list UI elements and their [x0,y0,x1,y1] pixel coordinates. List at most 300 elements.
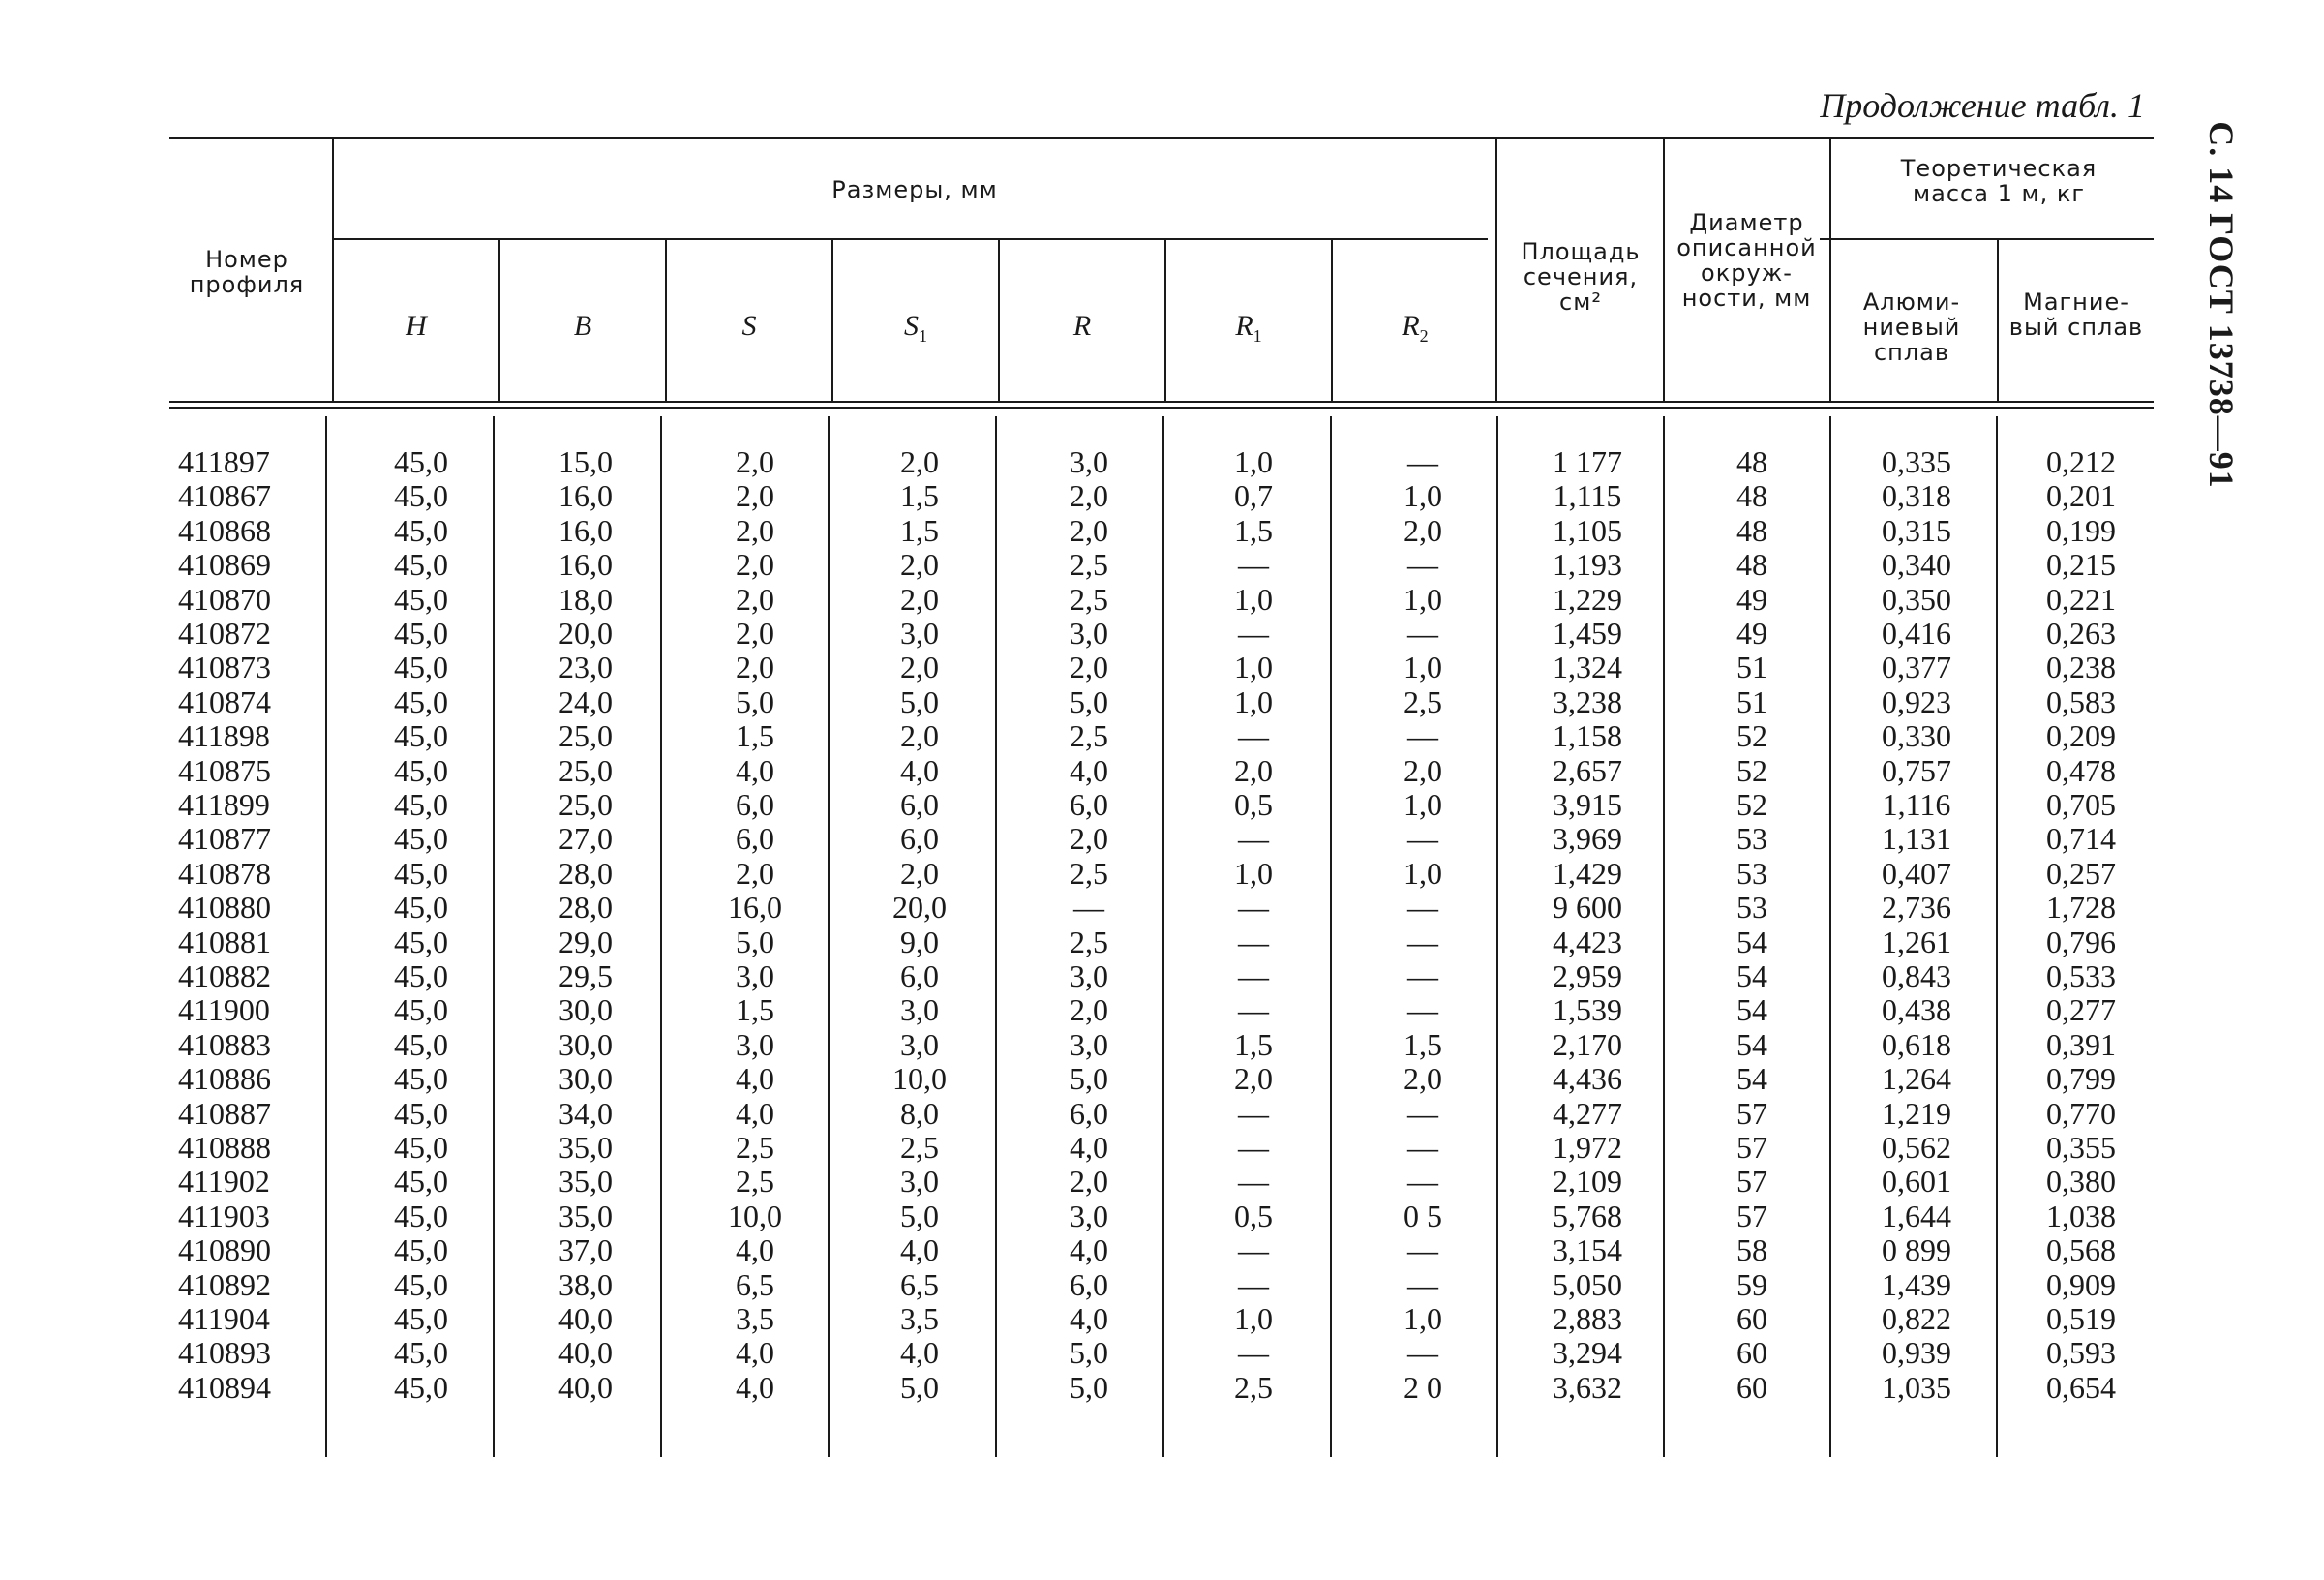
table-row [165,548,2149,583]
header-magnesium: Магние-вый сплав [2008,289,2144,341]
cell-R1: — [1238,1130,1269,1165]
table-row [165,788,2149,823]
cell-mass-aluminum: 1,131 [1882,821,1951,857]
table-row [165,445,2149,480]
cell-area: 1,972 [1553,1130,1622,1165]
cell-H: 45,0 [394,547,448,583]
cell-profile-number: 410893 [178,1335,271,1371]
cell-H: 45,0 [394,855,448,891]
cell-profile-number: 410867 [178,478,271,514]
cell-R: 3,0 [1070,444,1108,479]
cell-R2: — [1407,1095,1438,1131]
cell-B: 40,0 [558,1335,613,1371]
cell-profile-number: 411900 [178,992,270,1028]
cell-area: 1,539 [1553,992,1622,1028]
cell-area: 4,423 [1553,924,1622,959]
header-column-divider [1829,139,1831,401]
cell-H: 45,0 [394,1061,448,1097]
cell-S: 2,0 [736,855,774,891]
header-col-R1: $R_1$ [1235,310,1262,346]
cell-S: 2,5 [736,1164,774,1200]
cell-mass-magnesium: 0,568 [2046,1232,2116,1268]
cell-R1: — [1238,1266,1269,1302]
cell-mass-aluminum: 0,562 [1882,1130,1951,1165]
cell-H: 45,0 [394,684,448,719]
cell-area: 2,883 [1553,1301,1622,1336]
cell-S1: 3,0 [900,1164,939,1200]
cell-B: 30,0 [558,1026,613,1062]
table-row [165,754,2149,789]
cell-diameter: 60 [1736,1369,1767,1405]
cell-diameter: 48 [1736,512,1767,548]
cell-B: 29,0 [558,924,613,959]
cell-S: 4,0 [736,752,774,788]
cell-R1: — [1238,992,1269,1028]
header-aluminum: Алюми-ниевый сплав [1862,289,1961,366]
cell-R: 3,0 [1070,616,1108,651]
cell-area: 2,109 [1553,1164,1622,1200]
cell-S: 4,0 [736,1369,774,1405]
cell-R2: — [1407,718,1438,754]
cell-R: 6,0 [1070,1266,1108,1302]
cell-area: 1,324 [1553,650,1622,685]
cell-profile-number: 410890 [178,1232,271,1268]
header-mass-group: Теоретическая масса 1 м, кг [1900,155,2098,207]
table-row [165,1165,2149,1200]
header-col-R2: $R_2$ [1402,310,1429,346]
table-row [165,857,2149,892]
cell-diameter: 52 [1736,718,1767,754]
cell-mass-aluminum: 0,350 [1882,581,1951,617]
cell-area: 3,154 [1553,1232,1622,1268]
cell-H: 45,0 [394,787,448,822]
mass-group-rule [1820,238,2154,240]
cell-R1: 1,0 [1234,855,1273,891]
header-area: Площадь сечения, см² [1521,238,1641,316]
cell-mass-aluminum: 1,116 [1882,787,1951,822]
cell-diameter: 57 [1736,1095,1767,1131]
cell-H: 45,0 [394,890,448,926]
continuation-caption: Продолжение табл. 1 [1820,86,2145,125]
cell-H: 45,0 [394,821,448,857]
cell-R: 3,0 [1070,1026,1108,1062]
cell-S1: 4,0 [900,1232,939,1268]
cell-S1: 2,0 [900,547,939,583]
table-row [165,1233,2149,1268]
cell-S: 4,0 [736,1061,774,1097]
cell-diameter: 48 [1736,547,1767,583]
cell-profile-number: 410887 [178,1095,271,1131]
cell-B: 25,0 [558,752,613,788]
table-row [165,685,2149,720]
cell-profile-number: 410870 [178,581,271,617]
cell-R2: — [1407,1335,1438,1371]
cell-area: 3,238 [1553,684,1622,719]
header-col-B: B [573,310,592,342]
cell-R1: — [1238,958,1269,993]
cell-H: 45,0 [394,1232,448,1268]
cell-R1: — [1238,616,1269,651]
cell-S: 2,0 [736,478,774,514]
cell-mass-aluminum: 1,439 [1882,1266,1951,1302]
cell-R2: 2,0 [1403,512,1442,548]
cell-profile-number: 410882 [178,958,271,993]
cell-profile-number: 410875 [178,752,271,788]
cell-R1: — [1238,924,1269,959]
cell-mass-magnesium: 0,583 [2046,684,2116,719]
cell-S1: 6,5 [900,1266,939,1302]
cell-R: 5,0 [1070,684,1108,719]
header-col-R: R [1072,310,1092,342]
cell-B: 40,0 [558,1369,613,1405]
cell-S: 5,0 [736,924,774,959]
cell-mass-aluminum: 0,618 [1882,1026,1951,1062]
cell-diameter: 57 [1736,1164,1767,1200]
cell-area: 1,229 [1553,581,1622,617]
table-row [165,514,2149,549]
table-row [165,583,2149,618]
cell-diameter: 59 [1736,1266,1767,1302]
cell-mass-aluminum: 1,035 [1882,1369,1951,1405]
cell-R2: — [1407,890,1438,926]
cell-S1: 3,0 [900,616,939,651]
cell-area: 1,105 [1553,512,1622,548]
cell-S1: 2,5 [900,1130,939,1165]
cell-B: 15,0 [558,444,613,479]
cell-diameter: 54 [1736,1061,1767,1097]
cell-mass-aluminum: 0,601 [1882,1164,1951,1200]
cell-R2: — [1407,821,1438,857]
cell-H: 45,0 [394,924,448,959]
cell-mass-magnesium: 0,257 [2046,855,2116,891]
cell-profile-number: 410874 [178,684,271,719]
cell-R1: 1,0 [1234,650,1273,685]
cell-S1: 9,0 [900,924,939,959]
cell-H: 45,0 [394,512,448,548]
cell-R: 5,0 [1070,1369,1108,1405]
cell-R: 2,5 [1070,581,1108,617]
cell-S: 4,0 [736,1095,774,1131]
cell-area: 5,050 [1553,1266,1622,1302]
cell-B: 16,0 [558,547,613,583]
cell-area: 5,768 [1553,1198,1622,1233]
cell-H: 45,0 [394,1369,448,1405]
cell-area: 3,915 [1553,787,1622,822]
cell-S1: 8,0 [900,1095,939,1131]
cell-S1: 3,0 [900,1026,939,1062]
table-row [165,1302,2149,1337]
cell-H: 45,0 [394,958,448,993]
cell-S1: 20,0 [892,890,947,926]
cell-R2: — [1407,1130,1438,1165]
table-row [165,822,2149,857]
cell-mass-magnesium: 0,221 [2046,581,2116,617]
cell-B: 28,0 [558,855,613,891]
cell-mass-magnesium: 0,199 [2046,512,2116,548]
cell-profile-number: 410888 [178,1130,271,1165]
cell-mass-magnesium: 0,215 [2046,547,2116,583]
cell-B: 24,0 [558,684,613,719]
cell-R1: — [1238,1164,1269,1200]
cell-H: 45,0 [394,718,448,754]
cell-area: 9 600 [1553,890,1622,926]
cell-diameter: 60 [1736,1301,1767,1336]
cell-R2: 1,0 [1403,581,1442,617]
cell-R1: 2,5 [1234,1369,1273,1405]
cell-B: 37,0 [558,1232,613,1268]
cell-diameter: 49 [1736,616,1767,651]
cell-mass-aluminum: 1,644 [1882,1198,1951,1233]
dimensions-group-rule [334,238,1488,240]
cell-mass-aluminum: 0,416 [1882,616,1951,651]
cell-S1: 6,0 [900,821,939,857]
cell-mass-aluminum: 1,219 [1882,1095,1951,1131]
cell-mass-magnesium: 0,705 [2046,787,2116,822]
cell-B: 30,0 [558,992,613,1028]
cell-profile-number: 410881 [178,924,271,959]
cell-R1: 0,5 [1234,1198,1273,1233]
cell-R1: — [1238,821,1269,857]
cell-mass-aluminum: 0,923 [1882,684,1951,719]
cell-R1: 2,0 [1234,752,1273,788]
cell-B: 38,0 [558,1266,613,1302]
cell-R: 2,5 [1070,718,1108,754]
cell-mass-aluminum: 0,330 [1882,718,1951,754]
header-bottom-rule-1 [169,401,2154,403]
cell-R2: 1,0 [1403,787,1442,822]
table-row [165,1097,2149,1132]
cell-profile-number: 410886 [178,1061,271,1097]
cell-area: 1,158 [1553,718,1622,754]
cell-mass-magnesium: 0,478 [2046,752,2116,788]
cell-diameter: 53 [1736,890,1767,926]
cell-R1: — [1238,547,1269,583]
cell-S: 2,0 [736,444,774,479]
cell-area: 3,969 [1553,821,1622,857]
cell-mass-magnesium: 0,770 [2046,1095,2116,1131]
cell-H: 45,0 [394,650,448,685]
cell-mass-magnesium: 0,796 [2046,924,2116,959]
cell-profile-number: 410894 [178,1369,271,1405]
cell-S1: 4,0 [900,752,939,788]
cell-S1: 5,0 [900,1369,939,1405]
cell-diameter: 57 [1736,1198,1767,1233]
cell-mass-aluminum: 0,438 [1882,992,1951,1028]
cell-H: 45,0 [394,581,448,617]
cell-mass-magnesium: 0,238 [2046,650,2116,685]
cell-mass-magnesium: 1,038 [2046,1198,2116,1233]
cell-R1: 1,0 [1234,581,1273,617]
cell-mass-magnesium: 0,277 [2046,992,2116,1028]
cell-profile-number: 410877 [178,821,271,857]
cell-area: 1,459 [1553,616,1622,651]
cell-R1: 1,0 [1234,444,1273,479]
cell-R2: — [1407,992,1438,1028]
cell-S: 3,5 [736,1301,774,1336]
cell-diameter: 52 [1736,787,1767,822]
cell-R: 2,5 [1070,855,1108,891]
cell-S: 2,0 [736,512,774,548]
cell-mass-aluminum: 0,315 [1882,512,1951,548]
cell-R2: 0 5 [1403,1198,1442,1233]
table-row [165,993,2149,1028]
cell-R2: 2,5 [1403,684,1442,719]
cell-H: 45,0 [394,1026,448,1062]
cell-S: 6,0 [736,821,774,857]
cell-mass-magnesium: 0,714 [2046,821,2116,857]
cell-diameter: 54 [1736,958,1767,993]
cell-S1: 5,0 [900,684,939,719]
cell-R1: 0,7 [1234,478,1273,514]
table-row [165,1268,2149,1303]
cell-R: 3,0 [1070,1198,1108,1233]
table-row [165,1028,2149,1063]
cell-mass-magnesium: 1,728 [2046,890,2116,926]
cell-H: 45,0 [394,1301,448,1336]
cell-R: 2,0 [1070,478,1108,514]
cell-R: 2,0 [1070,992,1108,1028]
cell-R2: 1,0 [1403,1301,1442,1336]
cell-S1: 2,0 [900,650,939,685]
cell-profile-number: 410880 [178,890,271,926]
cell-S1: 2,0 [900,718,939,754]
cell-S: 6,5 [736,1266,774,1302]
cell-S1: 2,0 [900,581,939,617]
cell-R2: — [1407,958,1438,993]
cell-mass-magnesium: 0,380 [2046,1164,2116,1200]
cell-S1: 5,0 [900,1198,939,1233]
cell-R2: 1,5 [1403,1026,1442,1062]
cell-B: 16,0 [558,512,613,548]
cell-diameter: 54 [1736,992,1767,1028]
cell-diameter: 53 [1736,821,1767,857]
cell-mass-magnesium: 0,593 [2046,1335,2116,1371]
cell-area: 3,632 [1553,1369,1622,1405]
cell-S1: 10,0 [892,1061,947,1097]
cell-B: 28,0 [558,890,613,926]
table-row [165,1200,2149,1234]
cell-area: 1 177 [1553,444,1622,479]
table-row [165,959,2149,994]
cell-H: 45,0 [394,1095,448,1131]
cell-B: 30,0 [558,1061,613,1097]
side-label-text: С. 14 ГОСТ 13738—91 [2202,121,2241,489]
cell-S: 5,0 [736,684,774,719]
cell-R1: 1,5 [1234,1026,1273,1062]
header-col-H: H [406,310,427,342]
cell-B: 23,0 [558,650,613,685]
cell-area: 1,429 [1553,855,1622,891]
cell-S: 1,5 [736,718,774,754]
cell-R2: 1,0 [1403,650,1442,685]
table-top-rule [169,137,2154,139]
cell-mass-magnesium: 0,209 [2046,718,2116,754]
cell-profile-number: 410892 [178,1266,271,1302]
cell-mass-aluminum: 2,736 [1882,890,1951,926]
cell-S: 2,0 [736,547,774,583]
page-side-label [2192,92,2250,518]
cell-R: 5,0 [1070,1061,1108,1097]
header-dimensions-group: Размеры, мм [831,176,998,203]
table-row [165,926,2149,960]
cell-R: 5,0 [1070,1335,1108,1371]
cell-diameter: 48 [1736,478,1767,514]
cell-R2: — [1407,1164,1438,1200]
cell-H: 45,0 [394,616,448,651]
cell-S: 2,0 [736,581,774,617]
cell-B: 35,0 [558,1164,613,1200]
cell-B: 27,0 [558,821,613,857]
header-column-divider [1997,240,1999,401]
cell-H: 45,0 [394,992,448,1028]
cell-S1: 3,5 [900,1301,939,1336]
cell-area: 2,657 [1553,752,1622,788]
cell-R1: — [1238,890,1269,926]
cell-mass-magnesium: 0,201 [2046,478,2116,514]
cell-R: 2,5 [1070,547,1108,583]
cell-R2: — [1407,924,1438,959]
cell-R: — [1073,890,1104,926]
cell-R: 2,5 [1070,924,1108,959]
cell-B: 20,0 [558,616,613,651]
cell-H: 45,0 [394,1164,448,1200]
cell-profile-number: 410868 [178,512,271,548]
cell-H: 45,0 [394,1130,448,1165]
cell-B: 40,0 [558,1301,613,1336]
cell-H: 45,0 [394,1335,448,1371]
cell-B: 29,5 [558,958,613,993]
cell-S: 3,0 [736,958,774,993]
table-row [165,719,2149,754]
cell-H: 45,0 [394,1266,448,1302]
cell-mass-magnesium: 0,391 [2046,1026,2116,1062]
header-column-divider [1495,139,1497,401]
cell-area: 4,436 [1553,1061,1622,1097]
cell-S: 2,0 [736,616,774,651]
cell-profile-number: 410873 [178,650,271,685]
cell-diameter: 51 [1736,650,1767,685]
cell-R: 2,0 [1070,1164,1108,1200]
cell-S: 10,0 [728,1198,782,1233]
cell-B: 35,0 [558,1130,613,1165]
cell-mass-magnesium: 0,533 [2046,958,2116,993]
cell-mass-magnesium: 0,355 [2046,1130,2116,1165]
cell-S: 6,0 [736,787,774,822]
cell-S: 16,0 [728,890,782,926]
cell-S1: 2,0 [900,444,939,479]
cell-mass-aluminum: 1,261 [1882,924,1951,959]
cell-mass-magnesium: 0,909 [2046,1266,2116,1302]
cell-R: 4,0 [1070,752,1108,788]
cell-profile-number: 410878 [178,855,271,891]
cell-R: 2,0 [1070,650,1108,685]
cell-R: 6,0 [1070,787,1108,822]
cell-B: 25,0 [558,787,613,822]
cell-B: 34,0 [558,1095,613,1131]
cell-R1: 1,5 [1234,512,1273,548]
cell-R2: — [1407,444,1438,479]
cell-S: 3,0 [736,1026,774,1062]
cell-B: 25,0 [558,718,613,754]
cell-area: 1,193 [1553,547,1622,583]
cell-profile-number: 411902 [178,1164,270,1200]
header-col-S: S [741,310,757,342]
cell-R2: 2 0 [1403,1369,1442,1405]
cell-diameter: 58 [1736,1232,1767,1268]
cell-S1: 1,5 [900,512,939,548]
table-row [165,891,2149,926]
cell-R2: — [1407,1266,1438,1302]
